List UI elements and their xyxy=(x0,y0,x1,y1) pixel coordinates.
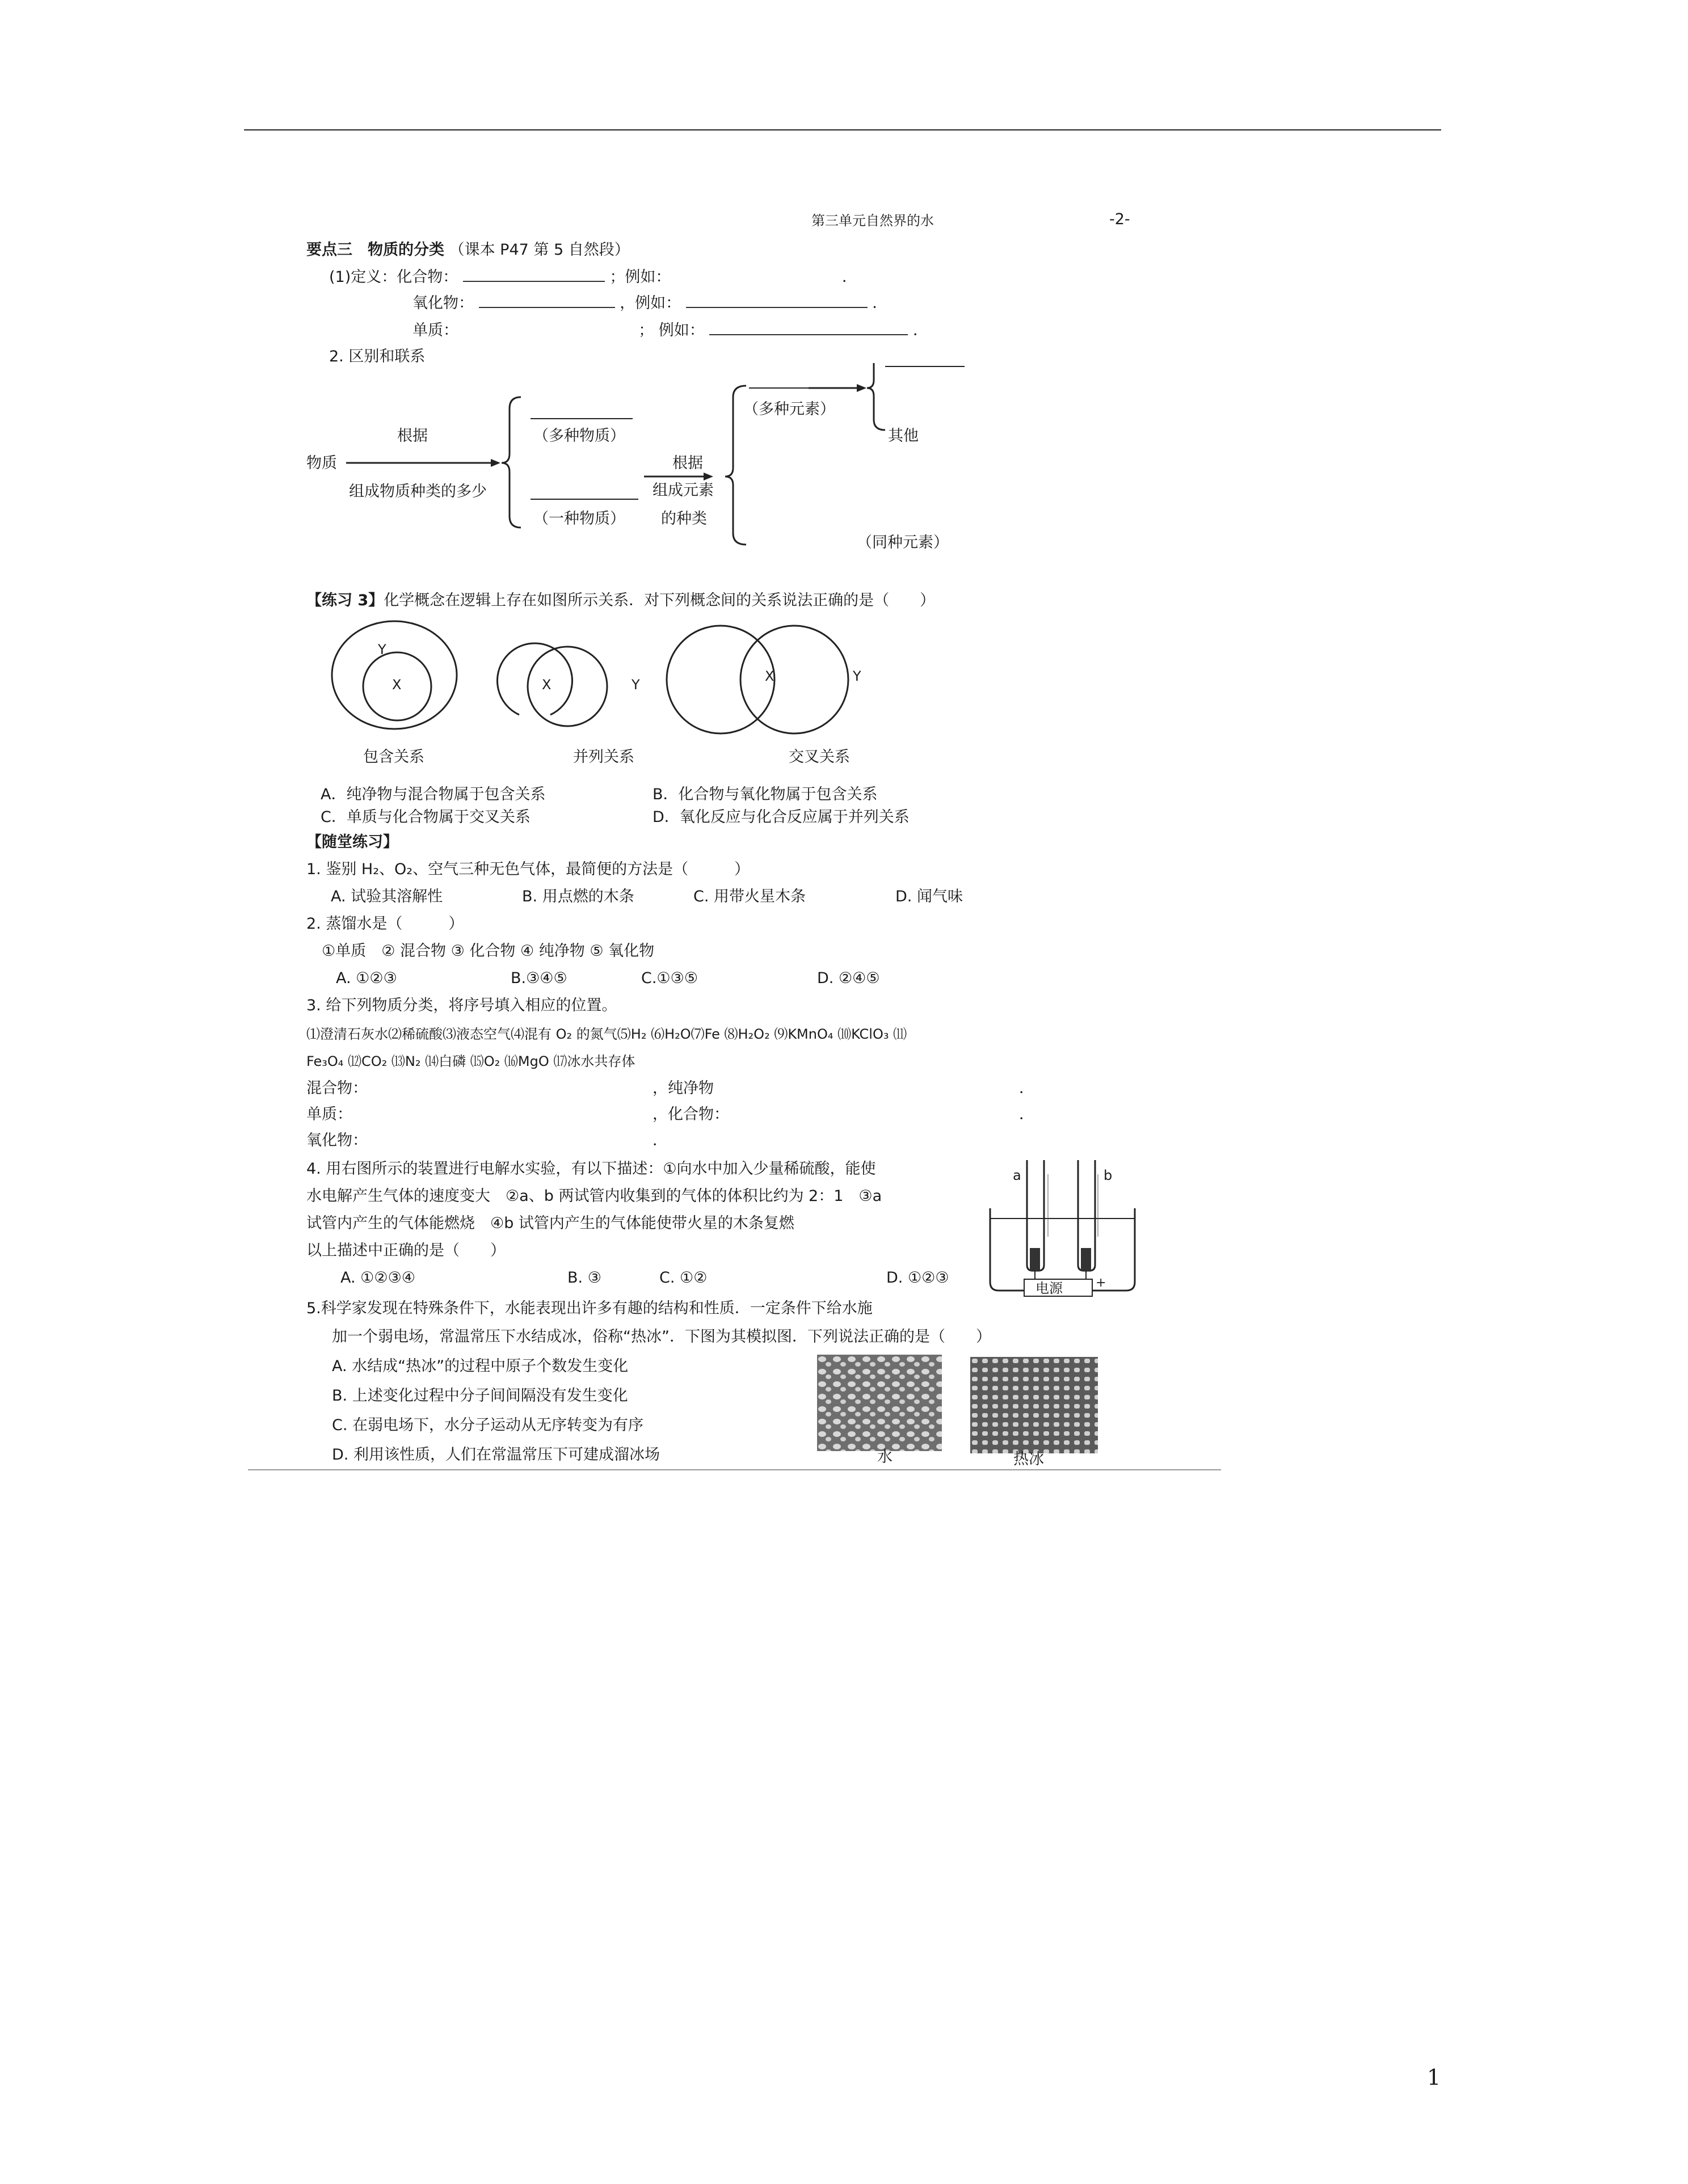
q3-compound: ，化合物： xyxy=(653,1106,729,1123)
section3-heading xyxy=(306,241,630,260)
venn3-y: Y xyxy=(853,668,861,684)
diagram-other: 其他 xyxy=(888,427,919,445)
def-oxide-label: 氧化物： xyxy=(412,294,474,312)
q3-mixture: 混合物： xyxy=(306,1080,368,1097)
top-rule xyxy=(244,129,1441,130)
q5-line2: 加一个弱电场，常温常压下水结成冰，俗称“热冰”．下图为其模拟图．下列说法正确的是（ ） xyxy=(332,1328,991,1346)
q5-d: D. 利用该性质，人们在常温常压下可建成溜冰场 xyxy=(332,1446,660,1464)
q5-a: A. 水结成“热冰”的过程中原子个数发生变化 xyxy=(332,1357,629,1375)
apparatus-power-label: 电源 xyxy=(1035,1280,1063,1296)
venn1-x: X xyxy=(392,677,402,693)
apparatus-label-a: a xyxy=(1013,1167,1021,1183)
q3-list2: Fe₃O₄ ⑿CO₂ ⒀N₂ ⒁白磷 ⒂O₂ ⒃MgO ⒄冰水共存体 xyxy=(306,1053,635,1069)
q1-d: D. 闻气味 xyxy=(895,888,963,905)
diagram-single-substance: （一种物质） xyxy=(533,510,625,528)
q2-a: A. ①②③ xyxy=(336,969,397,987)
q1-a: A. 试验其溶解性 xyxy=(331,888,443,905)
q2: 2. 蒸馏水是（ ） xyxy=(306,915,464,933)
q2-d: D. ②④⑤ xyxy=(817,969,880,987)
diagram-basis2-line1: 组成元素 xyxy=(653,482,714,499)
def-compound-label: (1)定义：化合物： xyxy=(329,268,458,286)
def-element xyxy=(412,321,928,340)
q3-list1: ⑴澄清石灰水⑵稀硫酸⑶液态空气⑷混有 O₂ 的氮气⑸H₂ ⑹H₂O⑺Fe ⑻H₂O₂ ⑼KMnO₄ ⑽KClO₃ ⑾ xyxy=(306,1026,907,1042)
dot-1: ． xyxy=(842,268,857,286)
q3-element: 单质： xyxy=(306,1106,352,1123)
q2-items: ①单质 ② 混合物 ③ 化合物 ④ 纯净物 ⑤ 氧化物 xyxy=(322,942,655,960)
venn2-x: X xyxy=(542,677,552,693)
q1: 1. 鉴别 H₂、O₂、空气三种无色气体，最简便的方法是（ ） xyxy=(306,861,750,878)
svg-text:+: + xyxy=(1096,1276,1106,1290)
q5-b: B. 上述变化过程中分子间间隔没有发生变化 xyxy=(332,1387,628,1405)
eg-label-3: ； 例如： xyxy=(638,322,705,339)
water-image-caption: 水 xyxy=(877,1448,893,1466)
hot-ice-image-caption: 热冰 xyxy=(1013,1451,1044,1468)
section3-title: 要点三 物质的分类 xyxy=(306,241,444,259)
venn1-y: Y xyxy=(378,642,386,657)
q3-dot-2: ． xyxy=(1019,1106,1034,1123)
blank-compound-def xyxy=(463,268,605,282)
label-parallel: 并列关系 xyxy=(573,748,634,766)
label-contain: 包含关系 xyxy=(363,748,424,766)
q4-a: A. ①②③④ xyxy=(340,1269,415,1287)
def-element-label: 单质： xyxy=(412,322,458,339)
q4-line3: 试管内产生的气体能燃烧 ④b 试管内产生的气体能使带火星的木条复燃 xyxy=(306,1215,794,1232)
def-oxide xyxy=(412,294,887,313)
eg-label: ；例如： xyxy=(609,268,671,286)
diagram-multi-substance: （多种物质） xyxy=(533,427,625,445)
q2-c: C.①③⑤ xyxy=(641,969,698,987)
dot-3: ． xyxy=(912,322,928,339)
blank-oxide-eg xyxy=(686,294,868,308)
q3-dot-3: ． xyxy=(653,1132,668,1149)
label-cross: 交叉关系 xyxy=(789,748,850,766)
diagram-multi-element: （多种元素） xyxy=(743,400,835,418)
section3-ref: （课本 P47 第 5 自然段） xyxy=(449,241,630,259)
page-number: 1 xyxy=(1427,2065,1441,2090)
diagram-substance: 物质 xyxy=(306,454,337,472)
follow-title: 【随堂练习】 xyxy=(306,833,398,851)
water-model-image xyxy=(817,1355,942,1451)
blank-oxide-def xyxy=(479,294,615,308)
q4-line1: 4. 用右图所示的装置进行电解水实验，有以下描述：①向水中加入少量稀硫酸，能使 xyxy=(306,1160,876,1178)
unit-title: 第三单元自然界的水 xyxy=(811,213,934,229)
q1-b: B. 用点燃的木条 xyxy=(522,888,634,905)
practice3-title: 【练习 3】 xyxy=(306,592,384,609)
diagram-basis: 根据 xyxy=(397,427,428,445)
venn3-x: X xyxy=(765,668,774,684)
q2-b: B.③④⑤ xyxy=(511,969,567,987)
bottom-rule xyxy=(248,1469,1221,1470)
q3-oxide: 氧化物： xyxy=(306,1132,368,1149)
diagram-basis2: 根据 xyxy=(672,454,703,472)
q5-c: C. 在弱电场下，水分子运动从无序转变为有序 xyxy=(332,1416,644,1434)
q4-line2: 水电解产生气体的速度变大 ②a、b 两试管内收集到的气体的体积比约为 2：1 ③a xyxy=(306,1187,882,1205)
practice3-question-line xyxy=(306,591,935,610)
hot-ice-model-image xyxy=(970,1357,1098,1453)
practice3-option-a: A．纯净物与混合物属于包含关系 xyxy=(321,786,546,803)
q1-c: C. 用带火星木条 xyxy=(693,888,806,905)
sub2-title: 2. 区别和联系 xyxy=(329,348,426,365)
q4-c: C. ①② xyxy=(659,1269,708,1287)
blank-element-eg xyxy=(709,322,908,335)
diagram-same-element: （同种元素） xyxy=(857,534,949,551)
q5-line1: 5.科学家发现在特殊条件下，水能表现出许多有趣的结构和性质．一定条件下给水施 xyxy=(306,1300,873,1317)
electrolysis-apparatus xyxy=(984,1152,1143,1299)
page-marker: -2- xyxy=(1109,210,1130,228)
practice3-option-c: C．单质与化合物属于交叉关系 xyxy=(321,808,531,826)
venn-diagrams xyxy=(323,618,902,740)
dot-2: ． xyxy=(872,294,888,312)
venn2-y: Y xyxy=(632,677,640,693)
q3: 3. 给下列物质分类，将序号填入相应的位置。 xyxy=(306,997,617,1014)
q4-line4: 以上描述中正确的是（ ） xyxy=(306,1242,506,1259)
q4-d: D. ①②③ xyxy=(886,1269,949,1287)
q4-b: B. ③ xyxy=(567,1269,601,1287)
apparatus-label-b: b xyxy=(1104,1167,1113,1183)
q3-dot-1: ． xyxy=(1019,1080,1034,1097)
diagram-basis-detail: 组成物质种类的多少 xyxy=(349,483,487,500)
practice3-option-d: D．氧化反应与化合反应属于并列关系 xyxy=(653,808,910,826)
practice3-option-b: B．化合物与氧化物属于包含关系 xyxy=(653,786,878,803)
def-compound xyxy=(329,268,671,287)
eg-label-2: ，例如： xyxy=(620,294,681,312)
q3-pure: ，纯净物 xyxy=(653,1080,714,1097)
practice3-question: 化学概念在逻辑上存在如图所示关系．对下列概念间的关系说法正确的是（ ） xyxy=(384,592,936,609)
diagram-basis2-line2: 的种类 xyxy=(661,510,707,528)
